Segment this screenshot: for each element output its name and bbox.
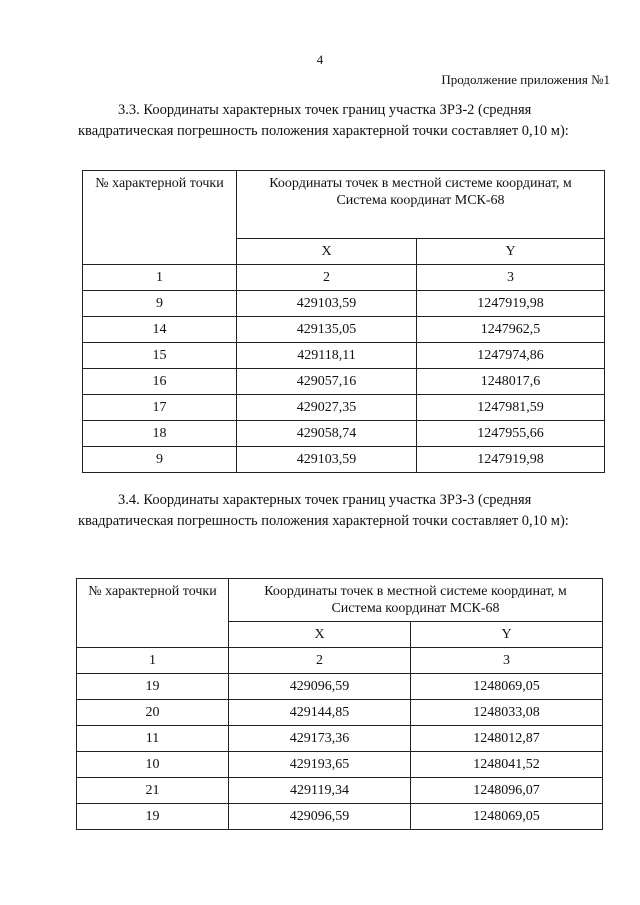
numbering-cell: 2	[229, 648, 411, 674]
x-cell: 429057,16	[237, 369, 417, 395]
y-cell: 1248069,05	[411, 674, 603, 700]
y-cell: 1248096,07	[411, 778, 603, 804]
x-cell: 429144,85	[229, 700, 411, 726]
numbering-cell: 2	[237, 265, 417, 291]
y-cell: 1247962,5	[417, 317, 605, 343]
header-y: Y	[411, 622, 603, 648]
x-cell: 429096,59	[229, 674, 411, 700]
coordinates-table-zrz3	[76, 578, 603, 830]
x-cell: 429058,74	[237, 421, 417, 447]
table-row	[77, 778, 603, 804]
point-cell: 18	[83, 421, 237, 447]
table-row	[83, 395, 605, 421]
y-cell: 1248012,87	[411, 726, 603, 752]
y-cell: 1247919,98	[417, 447, 605, 473]
y-cell: 1248069,05	[411, 804, 603, 830]
table-row	[83, 447, 605, 473]
coordinates-table-zrz2	[82, 170, 605, 473]
header-coords-line1: Координаты точек в местной системе координат, м	[269, 176, 572, 191]
point-cell: 9	[83, 291, 237, 317]
table-row	[83, 291, 605, 317]
section-heading-line2: квадратическая погрешность положения характерной точки составляет 0,10 м):	[78, 123, 569, 139]
numbering-cell: 3	[411, 648, 603, 674]
page-number: 4	[316, 52, 324, 67]
table-row	[77, 674, 603, 700]
section-3-3-heading	[78, 100, 612, 142]
x-cell: 429118,11	[237, 343, 417, 369]
section-heading-line1: 3.3. Координаты характерных точек границ участка ЗРЗ-2 (средняя	[118, 102, 532, 118]
y-cell: 1247974,86	[417, 343, 605, 369]
point-cell: 11	[77, 726, 229, 752]
point-cell: 20	[77, 700, 229, 726]
table-numbering-row	[77, 648, 603, 674]
header-point-number: № характерной точки	[83, 171, 237, 265]
y-cell: 1248017,6	[417, 369, 605, 395]
point-cell: 21	[77, 778, 229, 804]
section-heading-line1: 3.4. Координаты характерных точек границ участка ЗРЗ-3 (средняя	[118, 492, 532, 508]
x-cell: 429103,59	[237, 447, 417, 473]
header-x: X	[229, 622, 411, 648]
header-y: Y	[417, 239, 605, 265]
table-row	[83, 317, 605, 343]
x-cell: 429096,59	[229, 804, 411, 830]
table-row	[83, 421, 605, 447]
table-row	[77, 726, 603, 752]
y-cell: 1247919,98	[417, 291, 605, 317]
point-cell: 15	[83, 343, 237, 369]
numbering-cell: 1	[83, 265, 237, 291]
section-heading-line2: квадратическая погрешность положения характерной точки составляет 0,10 м):	[78, 513, 569, 529]
point-cell: 16	[83, 369, 237, 395]
x-cell: 429103,59	[237, 291, 417, 317]
header-point-number: № характерной точки	[77, 579, 229, 648]
header-coordinates	[229, 579, 603, 622]
header-coords-line2: Система координат МСК-68	[331, 601, 500, 616]
y-cell: 1247981,59	[417, 395, 605, 421]
x-cell: 429119,34	[229, 778, 411, 804]
table-row	[77, 804, 603, 830]
section-3-4-heading	[78, 490, 612, 532]
header-coordinates	[237, 171, 605, 239]
x-cell: 429173,36	[229, 726, 411, 752]
x-cell: 429193,65	[229, 752, 411, 778]
numbering-cell: 3	[417, 265, 605, 291]
x-cell: 429135,05	[237, 317, 417, 343]
table-header-row	[83, 171, 605, 239]
point-cell: 17	[83, 395, 237, 421]
x-cell: 429027,35	[237, 395, 417, 421]
table-header-row	[77, 579, 603, 622]
y-cell: 1247955,66	[417, 421, 605, 447]
table-row	[83, 343, 605, 369]
point-cell: 19	[77, 674, 229, 700]
point-cell: 9	[83, 447, 237, 473]
table-numbering-row	[83, 265, 605, 291]
header-x: X	[237, 239, 417, 265]
table-row	[77, 700, 603, 726]
point-cell: 10	[77, 752, 229, 778]
table-row	[83, 369, 605, 395]
y-cell: 1248033,08	[411, 700, 603, 726]
appendix-continuation-note: Продолжение приложения №1	[441, 72, 610, 87]
numbering-cell: 1	[77, 648, 229, 674]
table-row	[77, 752, 603, 778]
point-cell: 19	[77, 804, 229, 830]
y-cell: 1248041,52	[411, 752, 603, 778]
point-cell: 14	[83, 317, 237, 343]
header-coords-line1: Координаты точек в местной системе координат, м	[264, 584, 567, 599]
header-coords-line2: Система координат МСК-68	[336, 193, 505, 208]
